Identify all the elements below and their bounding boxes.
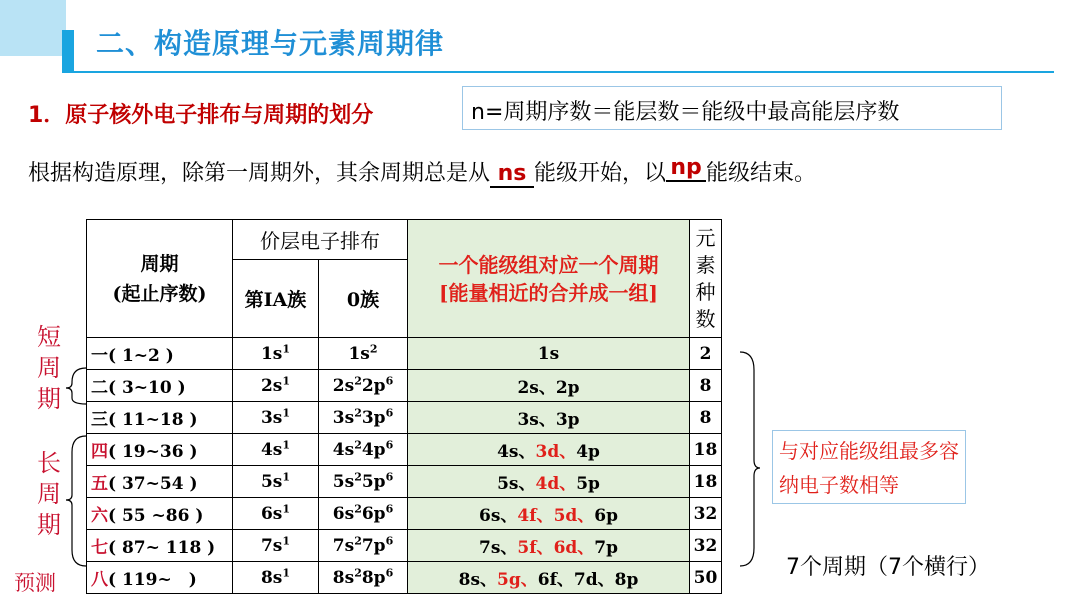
long-period-brace [66, 436, 86, 566]
period-range: ( 1~2 ) [108, 346, 174, 366]
zero-exp1: 2 [369, 341, 378, 355]
zero-part2: 2p [361, 375, 386, 396]
ia-exp: 1 [282, 469, 291, 483]
count-cell: 18 [690, 434, 722, 466]
zero-part2: 8p [361, 567, 386, 588]
ia-base: 5s [260, 471, 283, 492]
energy-sublevel: 4f、 [517, 506, 554, 526]
zero-part2: 4p [361, 439, 386, 460]
period-numeral: 八 [91, 570, 108, 590]
zero-part2: 5p [361, 471, 386, 492]
energy-sublevel: 2s [517, 378, 539, 398]
energy-sublevel: 4d、 [535, 474, 577, 494]
energy-sublevel: 6s、 [479, 506, 518, 526]
period-range: ( 119~ ) [108, 570, 197, 590]
ia-exp: 1 [282, 405, 291, 419]
ia-exp: 1 [282, 565, 291, 579]
long-period-label: 长周期 [37, 449, 61, 539]
short-period-brace [66, 368, 86, 404]
short-period-label: 短周期 [37, 323, 61, 413]
section-subtitle: 1．原子核外电子排布与周期的划分 [28, 103, 374, 128]
zero-part1: 4s [332, 439, 355, 460]
energy-sublevel: 5d、 [553, 506, 595, 526]
zero-exp2: 6 [385, 565, 394, 579]
energy-sublevel: 7p [594, 538, 618, 558]
zero-exp2: 6 [385, 469, 394, 483]
energy-sublevel: 7s、 [479, 538, 518, 558]
period-range: ( 37~54 ) [108, 474, 198, 494]
count-brace [740, 352, 760, 566]
zero-exp2: 6 [385, 373, 394, 387]
zero-exp1: 2 [354, 533, 362, 547]
zero-part2: 7p [361, 535, 386, 556]
period-numeral: 一 [91, 346, 108, 366]
period-range: ( 11~18 ) [108, 410, 198, 430]
energy-sublevel: 3p [555, 410, 580, 430]
zero-part1: 7s [332, 535, 355, 556]
ia-exp: 1 [282, 341, 291, 355]
header-element-count: 元素种数 [690, 220, 722, 338]
principle-suffix: 能级结束。 [706, 161, 817, 186]
ia-base: 8s [260, 567, 283, 588]
energy-sublevel: 4s、 [497, 442, 536, 462]
ia-exp: 1 [282, 501, 291, 515]
zero-part1: 1s [348, 343, 370, 364]
page-title: 二、构造原理与元素周期律 [96, 27, 445, 60]
header-group-line2: [能量相近的合并成一组] [439, 280, 658, 305]
energy-sublevel: 6f、 [537, 570, 574, 590]
predict-label: 预测 [14, 571, 56, 595]
zero-exp1: 2 [354, 437, 362, 451]
energy-sublevel: 5s、 [497, 474, 536, 494]
zero-part2: 3p [361, 407, 386, 428]
period-numeral: 二 [91, 378, 108, 398]
energy-sublevel: 7d、 [573, 570, 615, 590]
count-cell: 8 [690, 370, 722, 402]
zero-exp2: 6 [385, 405, 394, 419]
period-range: ( 19~36 ) [108, 442, 198, 462]
energy-sublevel: 8p [614, 570, 639, 590]
zero-part2: 6p [361, 503, 386, 524]
ia-base: 7s [260, 535, 283, 556]
zero-exp1: 2 [354, 565, 362, 579]
blank-ns: ns [490, 161, 534, 188]
energy-sublevel: 3s [517, 410, 539, 430]
header-valence: 价层电子排布 [233, 220, 408, 260]
zero-exp2: 6 [385, 533, 394, 547]
seven-periods-note: 7个周期（7个横行） [786, 555, 990, 580]
period-numeral: 六 [91, 506, 108, 526]
zero-part1: 8s [332, 567, 355, 588]
zero-exp2: 6 [385, 501, 394, 515]
capacity-note: 与对应能级组最多容纳电子数相等 [772, 430, 966, 504]
count-cell: 32 [690, 498, 722, 530]
energy-sublevel: 4p [576, 442, 600, 462]
zero-exp1: 2 [354, 469, 362, 483]
period-numeral: 三 [91, 410, 108, 430]
zero-part1: 6s [332, 503, 355, 524]
ia-base: 3s [260, 407, 283, 428]
energy-sublevel: 8s、 [458, 570, 498, 590]
period-range: ( 55 ~86 ) [108, 506, 204, 526]
zero-part1: 2s [332, 375, 355, 396]
zero-exp1: 2 [354, 373, 362, 387]
count-cell: 8 [690, 402, 722, 434]
energy-sublevel: 2p [555, 378, 580, 398]
energy-sublevel: 5f、 [517, 538, 554, 558]
principle-prefix: 根据构造原理，除第一周期外，其余周期总是从 [28, 161, 491, 186]
zero-exp1: 2 [354, 501, 362, 515]
energy-sublevel: 3d、 [535, 442, 577, 462]
energy-sublevel: 6p [594, 506, 618, 526]
count-cell: 18 [690, 466, 722, 498]
energy-sublevel: 6d、 [553, 538, 595, 558]
period-numeral: 七 [91, 538, 108, 558]
zero-exp2: 6 [385, 437, 394, 451]
period-numeral: 四 [91, 442, 108, 462]
header-period-label: 周期 [140, 252, 179, 275]
header-group-ia: 第IA族 [233, 260, 319, 338]
principle-middle: 能级开始，以 [534, 161, 667, 186]
zero-part1: 3s [332, 407, 355, 428]
ia-exp: 1 [282, 533, 291, 547]
energy-sublevel: 、 [538, 410, 556, 430]
header-period-sub: (起止序数) [112, 282, 207, 305]
period-formula-box: n=周期序数＝能层数＝能级中最高能层序数 [462, 86, 1002, 130]
ia-exp: 1 [282, 373, 291, 387]
ia-base: 4s [260, 439, 283, 460]
energy-sublevel: 、 [538, 378, 556, 398]
count-cell: 32 [690, 530, 722, 562]
zero-part1: 5s [332, 471, 355, 492]
energy-sublevel: 5g、 [497, 570, 538, 590]
zero-exp1: 2 [354, 405, 362, 419]
ia-base: 1s [260, 343, 283, 364]
ia-base: 6s [260, 503, 283, 524]
ia-base: 2s [260, 375, 283, 396]
period-range: ( 87~ 118 ) [108, 538, 216, 558]
header-group-line1: 一个能级组对应一个周期 [438, 252, 659, 277]
count-cell: 50 [690, 562, 722, 594]
energy-sublevel: 1s [537, 343, 560, 364]
header-group-zero: 0族 [319, 260, 408, 338]
ia-exp: 1 [282, 437, 291, 451]
blank-np: np [666, 155, 706, 182]
count-cell: 2 [690, 338, 722, 370]
period-range: ( 3~10 ) [108, 378, 186, 398]
energy-sublevel: 5p [576, 474, 600, 494]
period-numeral: 五 [91, 474, 108, 494]
